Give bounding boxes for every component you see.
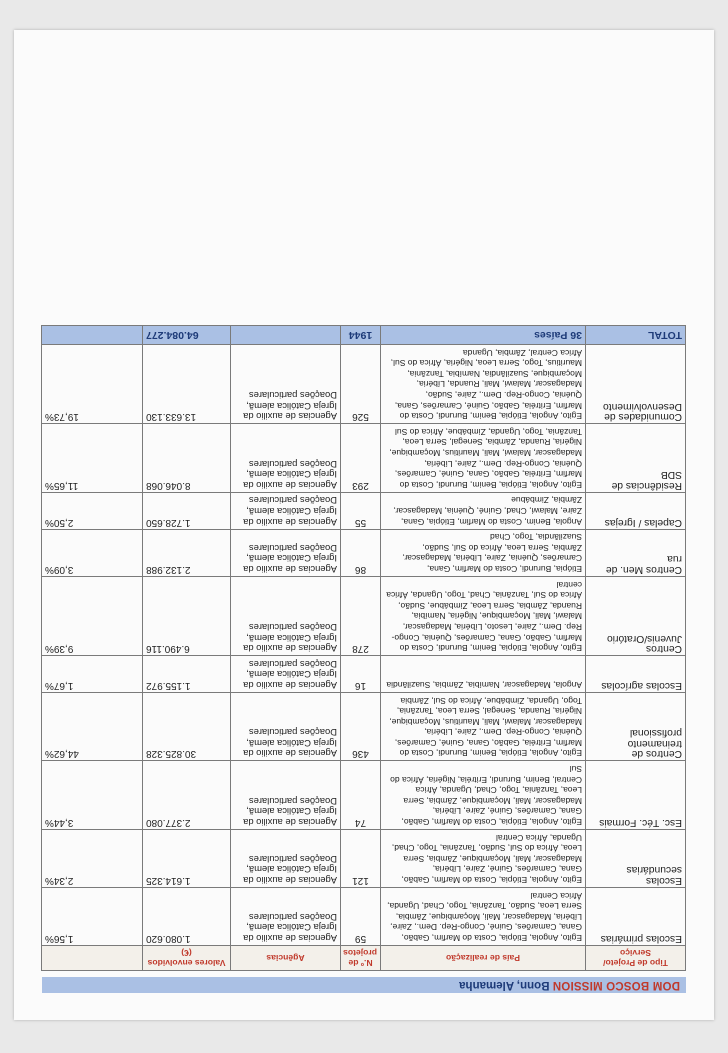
cell-agencias: Agencias de auxilio da Igreja Católica alemã, Doações particulares: [231, 424, 341, 493]
cell-percent: 3,44%: [42, 761, 143, 830]
cell-valor: 1.728.650: [143, 492, 231, 529]
cell-pais: Egito, Angola, Etiópia, Costa do Marfim, Gabão, Gana, Camarões, Guiné, Zaire, Líbéria, Madagascar, Mali, Moçambique, Zâmbia, Serra Leoa, África do Sul, Sudão, Tanzânia, Togo, Chad, Uganda, África Central: [381, 830, 586, 888]
page-content-upside-down: [14, 30, 714, 1020]
cell-agencias: Agencias de auxilio da Igreja Católica alemã, Doações particulares: [231, 692, 341, 761]
cell-agencias: Agencias de auxilio da Igreja Católica alemã, Doações particulares: [231, 888, 341, 946]
cell-n-projetos: 59: [341, 888, 381, 946]
header-pais: País de realização: [381, 946, 586, 971]
cell-valor: 8.046.068: [143, 424, 231, 493]
cell-valor: 1.155.972: [143, 656, 231, 693]
table-row: [42, 761, 686, 830]
organization-name: DOM BOSCO MISSION: [552, 979, 680, 991]
cell-n-projetos: 278: [341, 577, 381, 656]
cell-agencias: Agencias de auxilio da Igreja Católica alemã, Doações particulares: [231, 656, 341, 693]
cell-percent: 19,73%: [42, 345, 143, 424]
cell-n-projetos: 55: [341, 492, 381, 529]
cell-tipo: Centros Juvenis/Oratório: [586, 577, 686, 656]
cell-n-projetos: 86: [341, 529, 381, 576]
cell-agencias: Agencias de auxilio da Igreja Católica alemã, Doações particulares: [231, 345, 341, 424]
projects-table: [41, 325, 686, 971]
table-row: [42, 692, 686, 761]
cell-percent: 9,39%: [42, 577, 143, 656]
total-agencias: [231, 326, 341, 345]
cell-valor: 2.132.988: [143, 529, 231, 576]
cell-pais: Egito, Angola, Etiópia, Benim, Burundi, Costa do Marfim, Gabão, Gana, Camarões, Quénia, Congo-Rep. Dem., Zaire, Lesoto, Líbéria, Madagascar, Malawi, Mali, Moçambique, Nigéria, Namíbia, Ruanda, Zâmbia, Serra Leoa, Zimbábue, Sudão, África do Sul, Tanzânia, Chad, Togo, Uganda, África central: [381, 577, 586, 656]
table-header-row: [42, 946, 686, 971]
cell-agencias: Agencias de auxilio da Igreja Católica alemã, Doações particulares: [231, 577, 341, 656]
cell-pais: Egito, Angola, Etiópia, Costa do Marfim, Gabão, Gana, Camarões, Guiné, Congo-Rep. Dem., Zaire, Líbéria, Madagascar, Mali, Moçambique, Zâmbia, Serra Leoa, Sudão, Tanzânia, Togo, Chad, Uganda, África Central: [381, 888, 586, 946]
cell-tipo: Escolas secundárias: [586, 830, 686, 888]
cell-pais: Egito, Angola, Etiópia, Costa do Marfim, Gabão, Gana, Camarões, Guiné, Zaire, Líbéria, Madagascar, Mali, Moçambique, Zâmbia, Serra Leoa, Tanzânia, Togo, Chad, Uganda, África Central, Benim, Burundi, Eritréia, Nigéria, África do Sul: [381, 761, 586, 830]
cell-tipo: Escolas primárias: [586, 888, 686, 946]
cell-valor: 13.633.130: [143, 345, 231, 424]
cell-valor: 1.614.325: [143, 830, 231, 888]
cell-valor: 6.490.116: [143, 577, 231, 656]
cell-agencias: Agencias de auxilio da Igreja Católica alemã, Doações particulares: [231, 492, 341, 529]
cell-percent: 3,09%: [42, 529, 143, 576]
table-row: [42, 577, 686, 656]
header-n-projetos: N.º de projetos: [341, 946, 381, 971]
table-row: [42, 345, 686, 424]
cell-tipo: Centros Men. de rua: [586, 529, 686, 576]
total-row: [42, 326, 686, 345]
cell-n-projetos: 293: [341, 424, 381, 493]
report-banner: [42, 977, 686, 993]
cell-valor: 2.377.080: [143, 761, 231, 830]
cell-tipo: Residências de SDB: [586, 424, 686, 493]
cell-pais: Angola, Madagascar, Namíbia, Zâmbia, Suazilândia: [381, 656, 586, 693]
cell-n-projetos: 526: [341, 345, 381, 424]
cell-agencias: Agencias de auxilio da Igreja Católica alemã, Doações particulares: [231, 830, 341, 888]
table-row: [42, 424, 686, 493]
cell-tipo: Escolas agrícolas: [586, 656, 686, 693]
total-paises: 36 Países: [381, 326, 586, 345]
cell-percent: 2,50%: [42, 492, 143, 529]
cell-tipo: Centros de treinamento profissional: [586, 692, 686, 761]
header-tipo: Tipo de Projeto/ Serviço: [586, 946, 686, 971]
cell-n-projetos: 436: [341, 692, 381, 761]
table-row: [42, 529, 686, 576]
cell-percent: 1,67%: [42, 656, 143, 693]
total-n-projetos: 1944: [341, 326, 381, 345]
cell-agencias: Agencias de auxilio da Igreja Católica alemã, Doações particulares: [231, 761, 341, 830]
scanned-page: [14, 30, 714, 1020]
cell-percent: 44,62%: [42, 692, 143, 761]
table-row: [42, 656, 686, 693]
cell-pais: Egito, Angola, Etiópia, Benim, Burundi, Costa do Marfim, Eritréia, Gabão, Guiné, Camarões, Gana, Quénia, Congo-Rep. Dem., Zaire, Sudão, Madagascar, Malawi, Mali, Ruanda, Líbéria, Moçambique, Suazilândia, Namíbia, Tanzânia, Mauritius, Togo, Serra Leoa, Nigéria, África do Sul, África Central, Zâmbia, Uganda: [381, 345, 586, 424]
cell-n-projetos: 121: [341, 830, 381, 888]
cell-pais: Angola, Benim, Costa do Marfim, Etiópia, Gana, Zaire, Malawi, Chad, Guiné, Quénia, Madagascar, Zâmbia, Zimbábue: [381, 492, 586, 529]
cell-n-projetos: 16: [341, 656, 381, 693]
cell-agencias: Agencias de auxilio da Igreja Católica alemã, Doações particulares: [231, 529, 341, 576]
table-row: [42, 830, 686, 888]
cell-percent: 2,34%: [42, 830, 143, 888]
header-percent: [42, 946, 143, 971]
cell-pais: Egito, Angola, Etiópia, Benim, Burundi, Costa do Marfim, Eritréia, Gabão, Gana, Guiné, Camarões, Quénia, Congo-Rep. Dem., Zaire, Líbéria, Madagascar, Malawi, Mali, Mauritius, Moçambique, Nigéria, Ruanda, Senegal, Serra Leoa, Tanzânia, Togo, Uganda, Zimbábue, África do Sul, Zâmbia: [381, 692, 586, 761]
total-valor: 64.084.277: [143, 326, 231, 345]
cell-valor: 30.825.328: [143, 692, 231, 761]
total-percent: [42, 326, 143, 345]
table-row: [42, 492, 686, 529]
cell-n-projetos: 74: [341, 761, 381, 830]
organization-location: Bonn, Alemanha: [459, 979, 550, 991]
cell-tipo: Comunidades de Desenvolvimento: [586, 345, 686, 424]
cell-pais: Egito, Angola, Etiópia, Benim, Burundi, Costa do Marfim, Eritréia, Gabão, Gana, Guiné, Camarões, Quénia, Congo-Rep. Dem., Zaire, Líbéria, Madagascar, Malawi, Mali, Mauritius, Moçambique, Nigéria, Ruanda, Zâmbia, Senegal, Serra Leoa, Tanzânia, Togo, Uganda, Zimbábue, África do Sul: [381, 424, 586, 493]
cell-percent: 11,65%: [42, 424, 143, 493]
table-row: [42, 888, 686, 946]
cell-percent: 1,56%: [42, 888, 143, 946]
header-valores: Valores envolvidos (€): [143, 946, 231, 971]
cell-valor: 1.080.620: [143, 888, 231, 946]
cell-tipo: Capelas / Igrejas: [586, 492, 686, 529]
header-agencias: Agências: [231, 946, 341, 971]
cell-tipo: Esc. Téc. Formais: [586, 761, 686, 830]
cell-pais: Etiópia, Burundi, Costa do Marfim, Gana, Camarões, Quénia, Zaire, Líbéria, Madagascar, Zâmbia, Serra Leoa, África do Sul, Sudão, Suazilândia, Togo, Chad: [381, 529, 586, 576]
total-label: TOTAL: [586, 326, 686, 345]
